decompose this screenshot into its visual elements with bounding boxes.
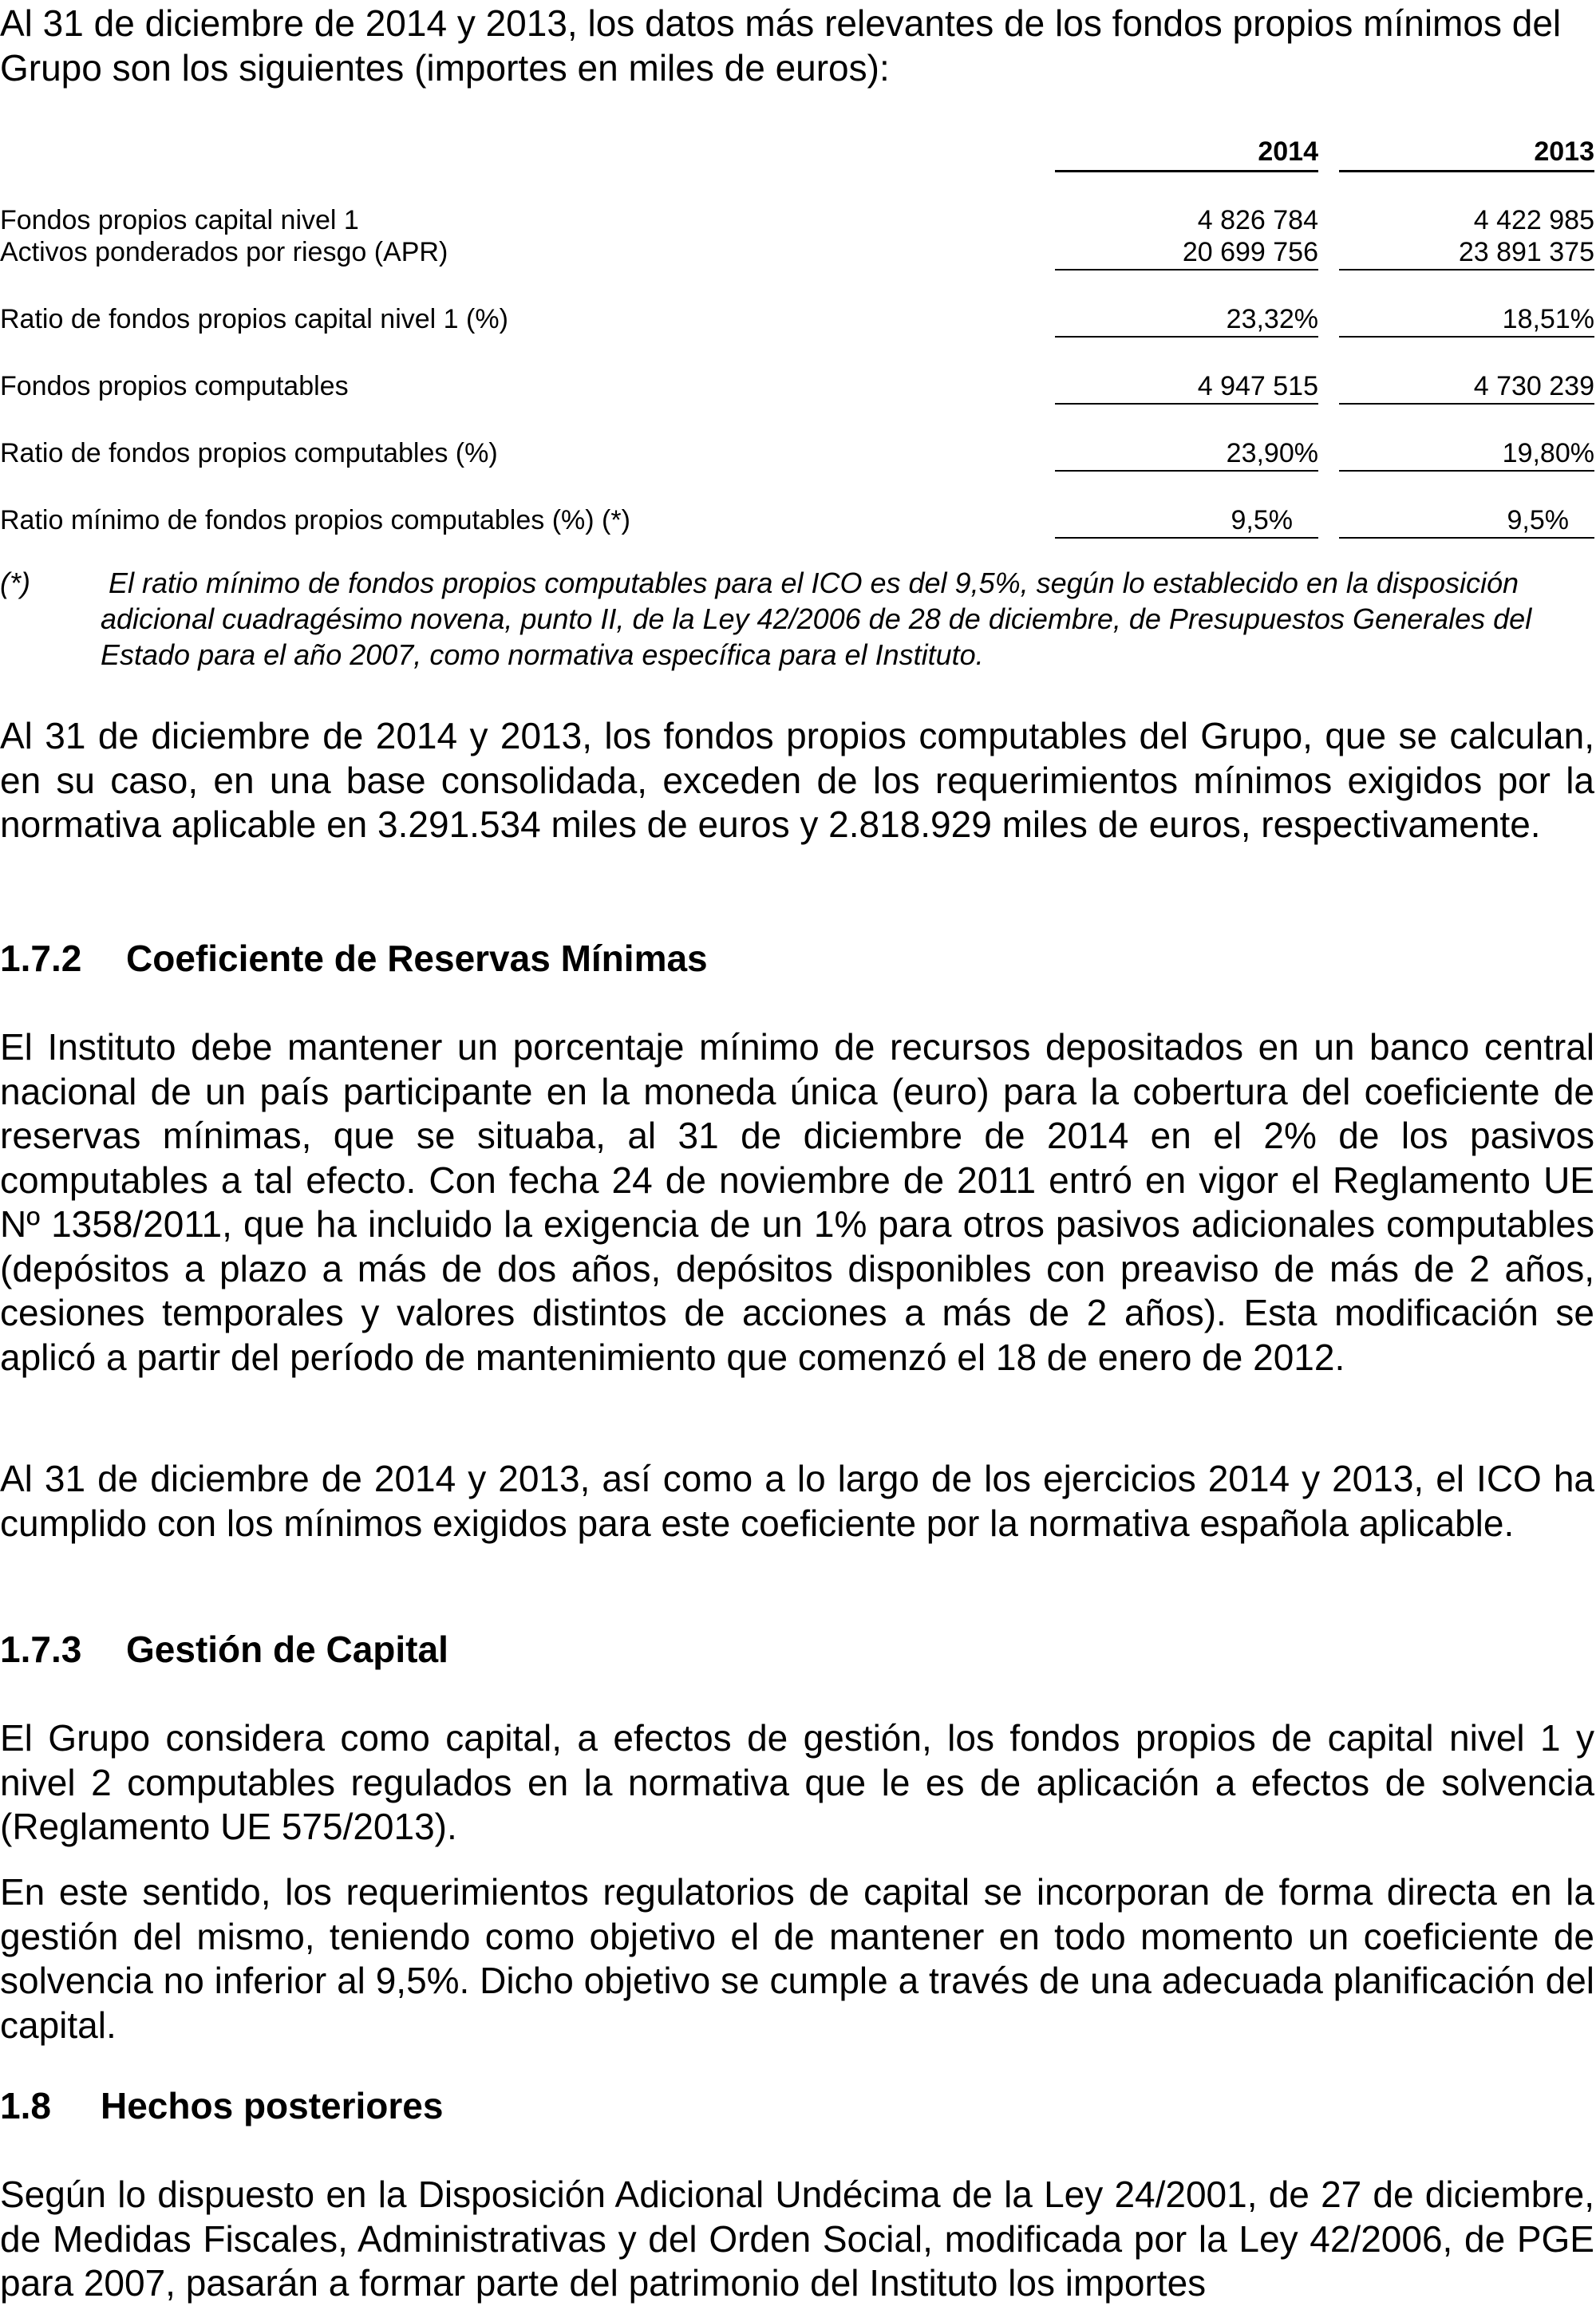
row-label: Ratio de fondos propios computables (%)	[0, 438, 498, 468]
row-label: Activos ponderados por riesgo (APR)	[0, 237, 448, 267]
row-rule	[1339, 403, 1594, 405]
section-heading-1-7-2	[0, 937, 708, 981]
section-number: 1.7.2	[0, 938, 82, 979]
value-2014: 4 826 784	[1197, 205, 1318, 235]
row-label: Fondos propios capital nivel 1	[0, 205, 359, 235]
column-header-2014: 2014	[1258, 136, 1318, 167]
section-title: Hechos posteriores	[101, 2085, 444, 2126]
value-2013: 18,51%	[1502, 304, 1594, 334]
section-title: Gestión de Capital	[126, 1629, 448, 1670]
value-2014: 23,32%	[1226, 304, 1318, 334]
paragraph-hechos-1: Según lo dispuesto en la Disposición Adicional Undécima de la Ley 24/2001, de 27 de diciembre, de Medidas Fiscales, Administrativas y del Orden Social, modificada por la Ley 42/2006, de PGE para 2007, pasarán a formar parte del patrimonio del Instituto los importes	[0, 2174, 1594, 2304]
footnote-mark: (*)	[0, 567, 30, 599]
value-2014: 20 699 756	[1182, 237, 1318, 267]
section-number: 1.8	[0, 2085, 51, 2126]
table-row	[0, 236, 1596, 268]
table-row	[0, 303, 1596, 335]
row-label: Ratio mínimo de fondos propios computables (%) (*)	[0, 505, 630, 535]
section-title: Coeficiente de Reservas Mínimas	[126, 938, 708, 979]
table-row	[0, 204, 1596, 236]
value-2013: 4 730 239	[1473, 371, 1594, 401]
row-rule	[1339, 470, 1594, 472]
table-header-row	[0, 136, 1596, 168]
header-rule-2014	[1055, 170, 1318, 172]
row-rule	[1339, 269, 1594, 270]
row-rule	[1055, 336, 1318, 338]
value-2013: 4 422 985	[1473, 205, 1594, 235]
row-rule	[1055, 537, 1318, 539]
row-label: Fondos propios computables	[0, 371, 349, 401]
paragraph-gestion-1: El Grupo considera como capital, a efectos de gestión, los fondos propios de capital nivel 1 y nivel 2 computables regulados en la normativa que le es de aplicación a efectos de solvencia (Reglamento UE 575/2013).	[0, 1717, 1594, 1847]
paragraph-reservas-1: El Instituto debe mantener un porcentaje mínimo de recursos depositados en un banco central nacional de un país participante en la moneda única (euro) para la cobertura del coeficiente de reservas mínimas, que se situaba, al 31 de diciembre de 2014 en el 2% de los pasivos computables a tal efecto. Con fecha 24 de noviembre de 2011 entró en vigor el Reglamento UE Nº 1358/2011, que ha incluido la exigencia de un 1% para otros pasivos adicionales computables (depósitos a plazo a más de dos años, depósitos disponibles con preaviso de más de 2 años, cesiones temporales y valores distintos de acciones a más de 2 años). Esta modificación se aplicó a partir del período de mantenimiento que comenzó el 18 de enero de 2012.	[0, 1026, 1594, 1378]
value-2014: 9,5%	[1231, 505, 1293, 535]
paragraph-capital-excess: Al 31 de diciembre de 2014 y 2013, los fondos propios computables del Grupo, que se calculan, en su caso, en una base consolidada, exceden de los requerimientos mínimos exigidos por la normativa aplicable en 3.291.534 miles de euros y 2.818.929 miles de euros, respectivamente.	[0, 715, 1594, 845]
value-2014: 4 947 515	[1197, 371, 1318, 401]
value-2014: 23,90%	[1226, 438, 1318, 468]
row-rule	[1055, 269, 1318, 270]
row-rule	[1055, 470, 1318, 472]
value-2013: 9,5%	[1507, 505, 1569, 535]
footnote-text: El ratio mínimo de fondos propios computables para el ICO es del 9,5%, según lo establecido en la disposición adicional cuadragésimo novena, punto II, de la Ley 42/2006 de 28 de diciembre, de Presupuestos Generales del Estado para el año 2007, como normativa específica para el Instituto.	[101, 567, 1532, 671]
header-rule-2013	[1339, 170, 1594, 172]
row-label: Ratio de fondos propios capital nivel 1 (%)	[0, 304, 508, 334]
paragraph-gestion-2: En este sentido, los requerimientos regulatorios de capital se incorporan de forma directa en la gestión del mismo, teniendo como objetivo el de mantener en todo momento un coeficiente de solvencia no inferior al 9,5%. Dicho objetivo se cumple a través de una adecuada planificación del capital.	[0, 1871, 1594, 2046]
column-header-2013: 2013	[1534, 136, 1594, 167]
intro-paragraph: Al 31 de diciembre de 2014 y 2013, los datos más relevantes de los fondos propios mínimos del Grupo son los siguientes (importes en miles de euros):	[0, 2, 1562, 89]
value-2013: 19,80%	[1502, 438, 1594, 468]
table-row	[0, 437, 1596, 469]
row-rule	[1339, 537, 1594, 539]
section-number: 1.7.3	[0, 1629, 82, 1670]
section-heading-1-8	[0, 2084, 444, 2128]
value-2013: 23 891 375	[1458, 237, 1594, 267]
section-heading-1-7-3	[0, 1628, 448, 1672]
table-row	[0, 504, 1596, 536]
table-row	[0, 370, 1596, 402]
row-rule	[1339, 336, 1594, 338]
paragraph-reservas-2: Al 31 de diciembre de 2014 y 2013, así como a lo largo de los ejercicios 2014 y 2013, el ICO ha cumplido con los mínimos exigidos para este coeficiente por la normativa española aplicable.	[0, 1458, 1594, 1544]
row-rule	[1055, 403, 1318, 405]
